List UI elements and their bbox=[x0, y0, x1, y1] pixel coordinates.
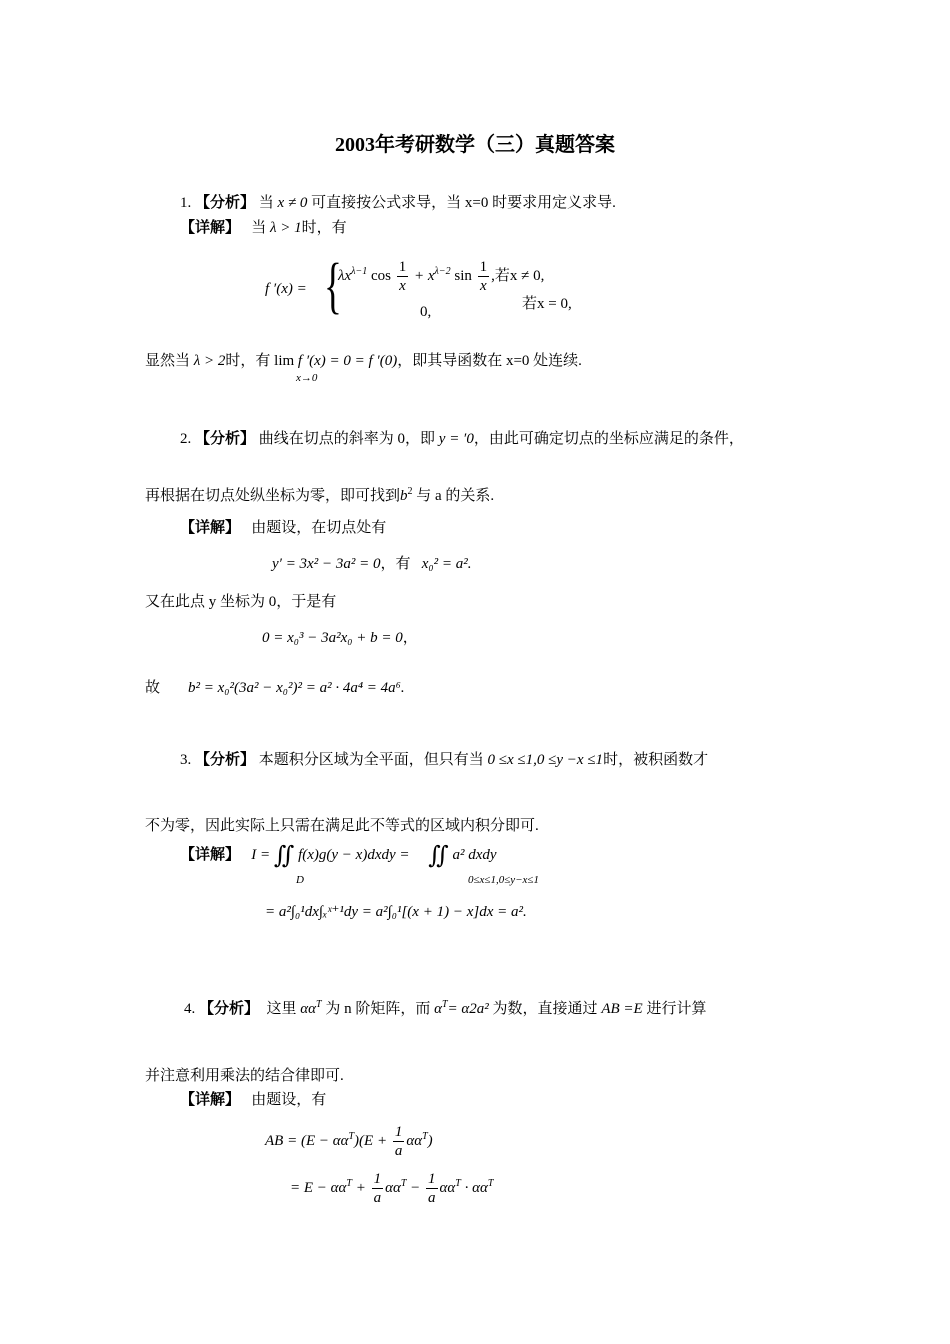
q2-eq1-b: x₀² = a². bbox=[421, 556, 472, 572]
q3-integral-sign-2: ∬ bbox=[428, 843, 449, 869]
q4-detail-text: 由题设，有 bbox=[251, 1092, 327, 1108]
q2-line2 bbox=[145, 482, 494, 506]
q2-analysis-b: ，由此可确定切点的坐标应满足的条件， bbox=[473, 431, 744, 447]
q1-lim: lim bbox=[274, 353, 295, 369]
q2-eq3: b² = x₀²(3a² − x₀²)² = a² · 4a⁴ = 4a⁶. bbox=[188, 680, 405, 696]
q2-eq1 bbox=[272, 554, 471, 574]
q4-eq2-sup4: T bbox=[487, 1177, 494, 1189]
q1-case1-cos: cos bbox=[371, 267, 391, 284]
q3-eq1-body: f(x)g(y − x)dxdy = bbox=[298, 847, 410, 863]
q4-eq1-sup1: T bbox=[348, 1130, 355, 1142]
q4-eq2-frac2-den: a bbox=[428, 1190, 436, 1206]
q4-analysis-a: 这里 bbox=[266, 1001, 297, 1017]
q2-eq2-expr: 0 = x₀³ − 3a²x₀ + b = 0 bbox=[262, 630, 403, 646]
q3-eq1-body2: a² dxdy bbox=[452, 847, 497, 863]
q4-eq2-sup2: T bbox=[400, 1177, 407, 1189]
q1-case1-term-a: λx bbox=[338, 267, 352, 284]
page-title: 2003年考研数学（三）真题答案 bbox=[335, 134, 615, 156]
q3-eq1-sub: D bbox=[296, 874, 304, 886]
q4-eq2-sup3: T bbox=[455, 1177, 461, 1189]
q1-lim-sub: x→0 bbox=[296, 372, 318, 384]
q4-eq2-frac1 bbox=[372, 1170, 384, 1207]
q1-case1-exp-b: λ−2 bbox=[434, 265, 451, 277]
q4-eq2-d: − bbox=[410, 1179, 421, 1196]
q1-analysis bbox=[180, 193, 616, 213]
q2-eq1-expr: y′ = 3x² − 3a² = 0 bbox=[272, 556, 381, 572]
q1-frac-2-den: x bbox=[480, 278, 487, 294]
q3-analysis-expr: 0 ≤x ≤1,0 ≤y −x ≤1 bbox=[487, 752, 604, 768]
q4-analysis bbox=[184, 995, 706, 1019]
q4-analysis-expr2: α bbox=[434, 1001, 442, 1017]
q4-analysis-c: 为数，直接通过 bbox=[492, 1001, 598, 1017]
q1-analysis-tag: 【分析】 bbox=[195, 195, 256, 211]
q4-eq2-sup1: T bbox=[346, 1177, 352, 1189]
q1-analysis-text-a: 当 bbox=[258, 195, 274, 211]
q4-line2: 并注意利用乘法的结合律即可. bbox=[145, 1068, 344, 1084]
q3-detail bbox=[180, 843, 497, 869]
q1-case2-expr: 0, bbox=[420, 304, 432, 320]
q1-frac-1 bbox=[397, 258, 409, 295]
q2-eq2-tail: ， bbox=[402, 630, 418, 646]
q1-analysis-cond: x ≠ 0 bbox=[277, 195, 308, 211]
q4-eq2-frac2 bbox=[426, 1170, 438, 1207]
q1-number: 1. bbox=[180, 195, 192, 211]
q4-eq2 bbox=[290, 1170, 493, 1207]
q4-eq1-a: AB = (E − αα bbox=[265, 1132, 349, 1149]
q4-number: 4. bbox=[184, 1001, 196, 1017]
q2-detail bbox=[180, 518, 386, 538]
q1-detail-cond: λ > 1 bbox=[270, 220, 302, 236]
q1-fprime: f ′(x) = bbox=[265, 281, 307, 297]
q3-number: 3. bbox=[180, 752, 192, 768]
q2-analysis bbox=[180, 429, 744, 449]
q3-integral-sign: ∬ bbox=[273, 843, 295, 869]
q1-conclusion bbox=[145, 351, 582, 371]
q4-detail bbox=[180, 1090, 326, 1110]
q1-conclusion-cond: λ > 2 bbox=[193, 353, 226, 369]
q4-analysis-b: 为 n 阶矩阵，而 bbox=[325, 1001, 431, 1017]
q4-eq1 bbox=[265, 1123, 433, 1160]
q4-eq1-frac-num: 1 bbox=[394, 1124, 403, 1140]
q2-line2-sup: 2 bbox=[407, 486, 413, 497]
q3-analysis-a: 本题积分区域为全平面，但只有当 bbox=[258, 752, 484, 768]
q4-eq2-a: = E − αα bbox=[290, 1179, 347, 1196]
q1-frac-2-num: 1 bbox=[479, 259, 488, 275]
q4-eq1-c: αα bbox=[406, 1132, 423, 1149]
q4-eq2-e: αα bbox=[439, 1179, 456, 1196]
q4-eq2-frac1-den: a bbox=[373, 1190, 382, 1206]
q2-line2-expr: b bbox=[400, 488, 408, 504]
q1-frac-1-den: x bbox=[399, 278, 406, 294]
q4-eq2-b: + bbox=[355, 1179, 366, 1196]
q2-detail-text: 由题设，在切点处有 bbox=[251, 520, 387, 536]
q1-frac-1-num: 1 bbox=[398, 259, 407, 275]
q3-eq2: = a²∫₀¹dx∫ₓˣ⁺¹dy = a²∫₀¹[(x + 1) − x]dx = a². bbox=[265, 904, 527, 920]
q1-detail bbox=[180, 218, 347, 238]
q4-analysis-sup: T bbox=[316, 999, 322, 1010]
q2-detail-tag: 【详解】 bbox=[180, 520, 241, 536]
q2-eq1-mid: ，有 bbox=[380, 556, 411, 572]
q2-eq2 bbox=[262, 628, 418, 648]
q4-analysis-tag: 【分析】 bbox=[199, 1001, 260, 1017]
q1-case1-cond: ,若x ≠ 0, bbox=[491, 267, 545, 284]
q1-detail-text-a: 当 bbox=[251, 220, 267, 236]
q4-eq2-c: αα bbox=[385, 1179, 401, 1196]
q4-analysis-expr1: αα bbox=[300, 1001, 317, 1017]
q1-case1-plus: + x bbox=[414, 267, 435, 284]
q4-analysis-expr2-tail: = α2a² bbox=[447, 1001, 489, 1017]
q2-analysis-a: 曲线在切点的斜率为 0，即 bbox=[258, 431, 436, 447]
q4-analysis-expr2-sup: T bbox=[441, 999, 448, 1010]
q4-analysis-expr3: AB =E bbox=[601, 1001, 643, 1017]
q2-analysis-expr: y = ′0 bbox=[438, 431, 474, 447]
q3-line2: 不为零，因此实际上只需在满足此不等式的区域内积分即可. bbox=[145, 818, 539, 834]
q4-eq2-frac2-num: 1 bbox=[428, 1171, 436, 1187]
q4-eq1-frac-den: a bbox=[394, 1143, 403, 1159]
q1-conclusion-expr: f ′(x) = 0 = f ′(0) bbox=[297, 353, 398, 369]
q3-analysis bbox=[180, 750, 708, 770]
q2-number: 2. bbox=[180, 431, 192, 447]
q4-eq1-b: )(E + bbox=[354, 1132, 388, 1149]
q4-analysis-d: 进行计算 bbox=[646, 1001, 707, 1017]
q4-eq1-d: ) bbox=[427, 1132, 433, 1149]
q1-case1-sin: sin bbox=[454, 267, 472, 284]
q2-line2-b: 与 a 的关系. bbox=[416, 488, 495, 504]
q4-eq1-frac bbox=[393, 1123, 405, 1160]
q1-conclusion-b: 时，有 bbox=[225, 353, 271, 369]
q1-detail-text-b: 时，有 bbox=[301, 220, 347, 236]
q1-case2-cond: 若x = 0, bbox=[522, 296, 572, 312]
q1-frac-2 bbox=[478, 258, 490, 295]
q3-analysis-b: 时，被积函数才 bbox=[603, 752, 709, 768]
q4-eq2-frac1-num: 1 bbox=[373, 1171, 382, 1187]
q3-detail-tag: 【详解】 bbox=[180, 847, 241, 863]
q2-line2-a: 再根据在切点处纵坐标为零，即可找到 bbox=[145, 488, 401, 504]
q1-case1-exp-a: λ−1 bbox=[351, 265, 368, 277]
q4-detail-tag: 【详解】 bbox=[180, 1092, 241, 1108]
q1-conclusion-a: 显然当 bbox=[145, 353, 191, 369]
q3-analysis-tag: 【分析】 bbox=[195, 752, 256, 768]
q3-eq1-sub2: 0≤x≤1,0≤y−x≤1 bbox=[468, 874, 539, 886]
q2-line3: 又在此点 y 坐标为 0，于是有 bbox=[145, 594, 337, 610]
q1-detail-tag: 【详解】 bbox=[180, 220, 241, 236]
q3-eq1-lhs: I = bbox=[251, 847, 271, 863]
q1-case1 bbox=[338, 258, 544, 295]
q1-left-brace: { bbox=[323, 252, 342, 320]
q2-analysis-tag: 【分析】 bbox=[195, 431, 256, 447]
q4-eq1-sup2: T bbox=[422, 1130, 428, 1142]
q4-eq2-f: · αα bbox=[464, 1179, 488, 1196]
q1-conclusion-c: ，即其导函数在 x=0 处连续. bbox=[397, 353, 582, 369]
q2-gu: 故 bbox=[145, 680, 161, 696]
q1-analysis-text-b: 可直接按公式求导，当 x=0 时要求用定义求导. bbox=[311, 195, 616, 211]
